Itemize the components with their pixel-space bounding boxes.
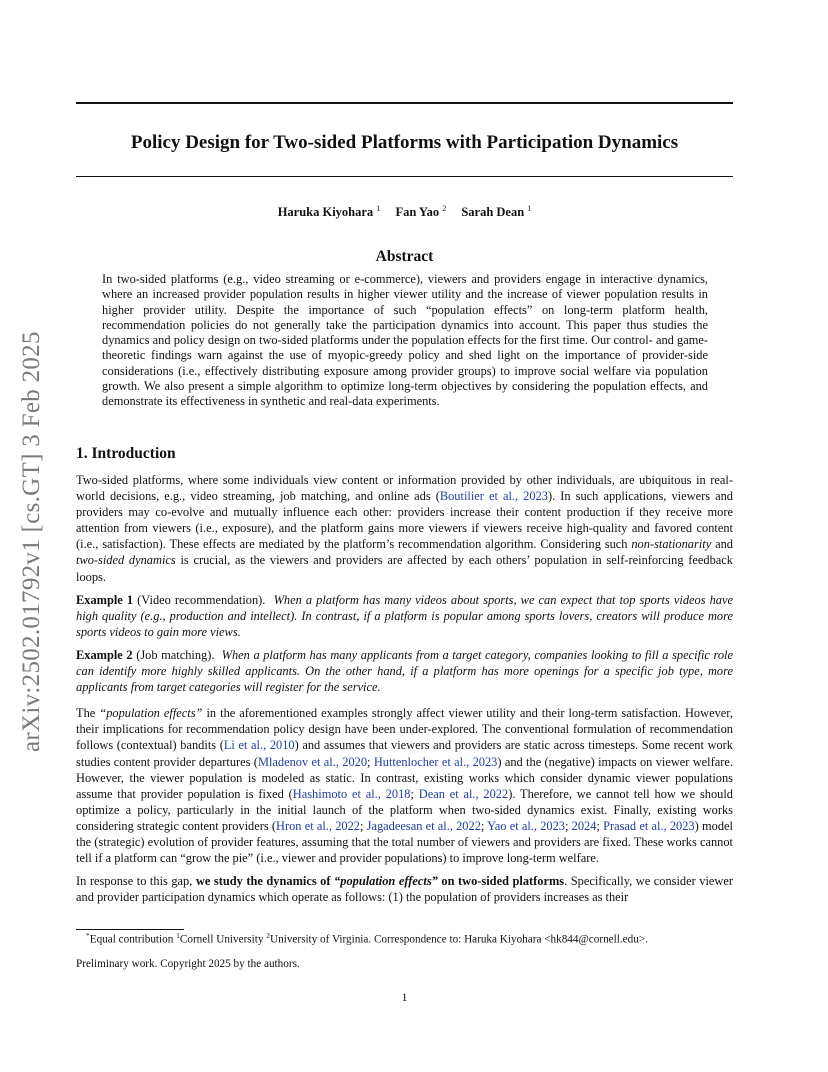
affiliation-marker: 2 [266, 931, 271, 940]
text-run: The [76, 706, 100, 721]
section-heading-introduction: 1. Introduction [76, 445, 176, 462]
author-affiliation: 2 [442, 204, 447, 213]
citation-link[interactable]: Li et al., 2010 [223, 738, 295, 753]
page-number: 1 [401, 990, 408, 1004]
text-run: ). Therefore, we cannot tell how we should optimize a policy, particularly in the initial launch of the platform when two-sided dynamics exist. Finally, existing works considering strategic content providers ( [76, 786, 733, 833]
text-run: ; [367, 754, 374, 769]
title-rule-bottom [76, 176, 733, 177]
author-name: Sarah Dean [461, 205, 525, 220]
citation-link[interactable]: Boutilier et al., 2023 [439, 489, 548, 504]
citation-link[interactable]: Hron et al., 2022 [276, 818, 360, 833]
example-label: Example 2 [76, 647, 133, 662]
citation-link[interactable]: Huttenlocher et al., 2023 [373, 754, 498, 769]
author-name: Fan Yao [395, 205, 440, 220]
citation-link[interactable]: Prasad et al., 2023 [603, 818, 695, 833]
example-title: (Job matching). [132, 647, 215, 662]
author-affiliation: 1 [376, 204, 381, 213]
paragraph [76, 472, 733, 585]
author [278, 205, 381, 219]
text-run: ). In such applications, viewers and providers may co-evolve and mutually influence each other: providers increase their content production if they receive more attention from viewers (i.e., exposure), and the platform gains more viewers if viewers receive high-quality and favored content (i.e., satisfaction). These effects are mediated by the platform’s recommendation algorithm. Considering such [76, 489, 733, 552]
text-run: in the aforementioned examples strongly affect viewer utility and their long-term satisfaction. However, their implications for recommendation policy design have been under-explored. The conventional formulation of recommendation follows (contextual) bandits ( [76, 706, 733, 753]
bold-run: we study the dynamics of [195, 874, 335, 889]
arxiv-stamp: arXiv:2502.01792v1 [cs.GT] 3 Feb 2025 [18, 331, 45, 752]
affiliation-marker: 1 [176, 931, 180, 940]
citation-link[interactable]: Mladenov et al., 2020 [257, 754, 368, 769]
preliminary-note: Preliminary work. Copyright 2025 by the authors. [76, 958, 300, 970]
footnote-rule [76, 929, 184, 930]
bold-emphasis: “population effects” [334, 874, 438, 889]
text-run: ; [410, 786, 419, 801]
title-rule-top [76, 102, 733, 104]
author [395, 205, 446, 219]
citation-link[interactable]: Yao et al., 2023 [487, 818, 565, 833]
abstract-heading: Abstract [375, 248, 434, 265]
body-text [76, 472, 733, 912]
author-affiliation: 1 [527, 204, 532, 213]
text-run: University of Virginia. Correspondence to: Haruka Kiyohara <hk844@cornell.edu>. [270, 933, 648, 946]
emphasis: two-sided dynamics [76, 553, 176, 568]
example-text: When a platform has many applicants from a target category, companies looking to fill a specific role can identify more highly skilled applicants. On the other hand, if a platform has more openings for a specific job type, more applicants from target categories will register for the service. [76, 647, 734, 695]
emphasis: “population effects” [99, 706, 203, 721]
footnote-marker: * [86, 931, 90, 940]
text-run: ; [480, 818, 488, 833]
citation-link[interactable]: 2024 [571, 818, 597, 833]
abstract-text: In two-sided platforms (e.g., video streaming or e-commerce), viewers and providers engage in interactive dynamics, where an increased provider population results in higher viewer utility and the increase of viewer population results in higher provider utility. Despite the importance of such “population effects” on long-term platform health, recommendation policies do not generally take the participation dynamics into account. This paper thus studies the dynamics and policy design on two-sided platforms under the population effects for the first time. Our control- and game-theoretic findings warn against the use of myopic-greedy policy and shed light on the importance of provider-side considerations (i.e., effectively distributing exposure among provider groups) to improve social welfare via population growth. We also present a simple algorithm to optimize long-term objectives by considering the population effects, and demonstrate its effectiveness in synthetic and real-data experiments. [102, 272, 708, 409]
citation-link[interactable]: Jagadeesan et al., 2022 [366, 818, 481, 833]
paragraph [76, 705, 733, 866]
text-run: Two-sided platforms, where some individuals view content or information provided by other individuals, are ubiquitous in real-world decisions, e.g., video streaming, job matching, and online ads ( [76, 473, 733, 504]
author-list [76, 204, 733, 220]
author-name: Haruka Kiyohara [277, 205, 374, 220]
example-1 [76, 592, 733, 640]
emphasis: non-stationarity [631, 537, 712, 552]
example-label: Example 1 [76, 592, 134, 607]
text-run: ) and the (negative) impacts on viewer welfare. However, the viewer population is modeled as static. In contrast, existing works which consider dynamic viewer populations assume that provider population is fixed ( [76, 754, 733, 801]
text-run: . Specifically, we consider viewer and provider participation dynamics which operate as follows: (1) the population of providers increases as their [76, 874, 733, 905]
text-run: is crucial, as the viewers and providers are affected by each others’ population in self-reinforcing feedback loops. [76, 553, 733, 584]
text-run: Equal contribution [89, 933, 177, 946]
citation-link[interactable]: Dean et al., 2022 [418, 786, 509, 801]
text-run: ) model the (strategic) evolution of provider features, assuming that the total number of viewers and providers are fixed. These works cannot tell if a platform can “grow the pie” (i.e., viewer and provider populations) to improve long-term welfare. [76, 818, 733, 866]
citation-link[interactable]: Hashimoto et al., 2018 [292, 786, 411, 801]
example-text: When a platform has many videos about sports, we can expect that top sports videos have high quality (e.g., production and intellect). In contrast, if a platform is popular among sports lovers, creators will produce more sports videos to gain more views. [76, 592, 734, 639]
text-run: ; [596, 818, 604, 833]
text-run: and [711, 537, 733, 552]
example-2 [76, 647, 733, 695]
paragraph [76, 873, 733, 905]
text-run: In response to this gap, [76, 874, 196, 889]
footnote [86, 931, 648, 946]
paper-title: Policy Design for Two-sided Platforms with Participation Dynamics [130, 132, 679, 153]
text-run: ) and assumes that viewers and providers are static across timesteps. Some recent work studies content provider departures ( [76, 738, 733, 769]
example-title: (Video recommendation). [133, 592, 266, 607]
bold-run: on two-sided platforms [437, 874, 565, 889]
text-run: Cornell University [179, 933, 267, 946]
author [461, 205, 531, 219]
text-run: ; [360, 818, 367, 833]
text-run: ; [565, 818, 572, 833]
